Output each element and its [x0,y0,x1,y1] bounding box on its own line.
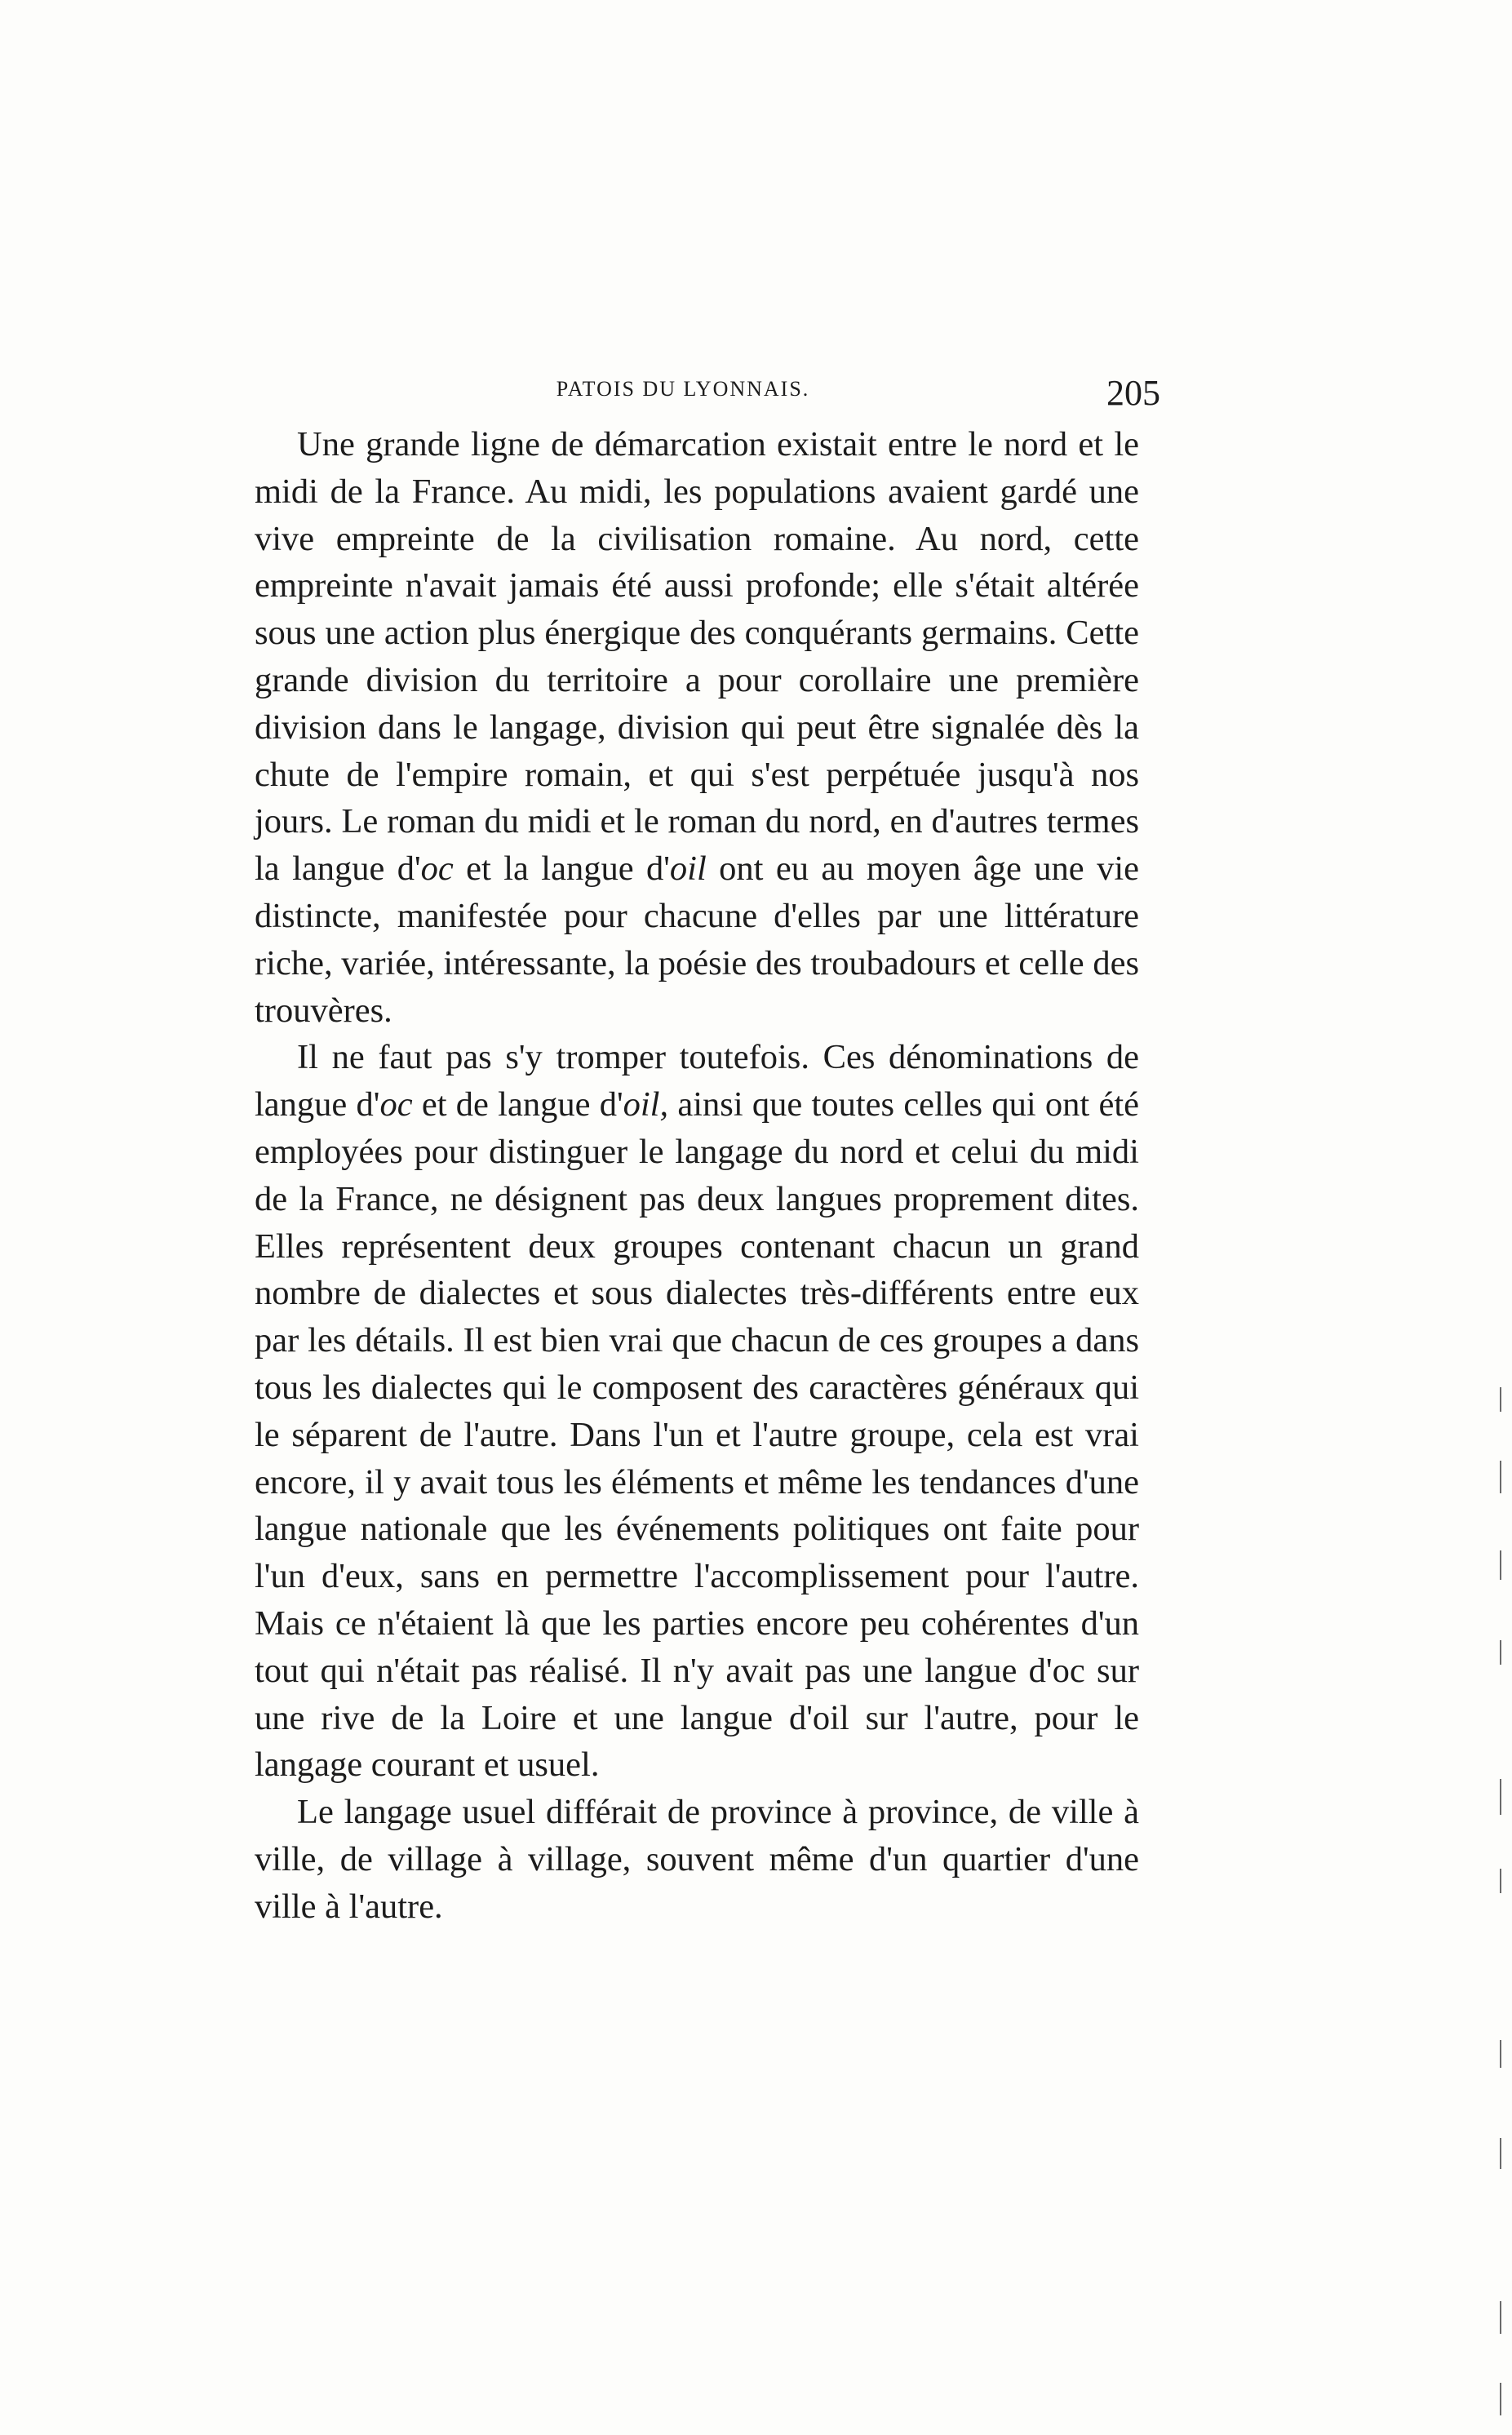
paragraph-2-text: et de langue d' [412,1085,623,1124]
term-oil: oil, [623,1085,669,1124]
body-text [255,421,1139,1931]
paragraph-1-text: et la langue d' [453,849,670,889]
scan-artifact [1500,1550,1501,1580]
scan-artifact [1500,1461,1501,1493]
scan-artifact [1500,1640,1501,1665]
paragraph-2-text: ainsi que toutes celles qui ont été employées pour distinguer le langage du nord et celui du midi de la France, ne désignent pas deux langues proprement dites. Elles représentent deux groupes contenant chacun un grand nombre de dialectes et sous dialectes très-différents entre eux par les détails. Il est bien vrai que chacun de ces groupes a dans tous les dialectes qui le composent des caractères généraux qui le séparent de l'autre. Dans l'un et l'autre groupe, cela est vrai encore, il y avait tous les éléments et même les tendances d'une langue nationale que les événements politiques ont faite pour l'un d'eux, sans en permettre l'accomplissement pour l'autre. Mais ce n'étaient là que les parties encore peu cohérentes d'un tout qui n'était pas réalisé. Il n'y avait pas une langue d'oc sur une rive de la Loire et une langue d'oil sur l'autre, pour le langage courant et usuel. [255,1085,1140,1785]
running-title: PATOIS DU LYONNAIS. [556,377,810,401]
paragraph-1-text: ont eu au moyen âge une vie distincte, manifestée pour chacune d'elles par une littérature riche, variée, intéressante, la poésie des troubadours et celle des trouvères. [255,849,1139,1030]
paragraph-1-text: Une grande ligne de démarcation existait entre le nord et le midi de la France. Au midi, les populations avaient gardé une vive empreinte de la civilisation romaine. Au nord, cette empreinte n'avait jamais été aussi profonde; elle s'était altérée sous une action plus énergique des conquérants germains. Cette grande division du territoire a pour corollaire une première division dans le langage, division qui peut être signalée dès la chute de l'empire romain, et qui s'est perpétuée jusqu'à nos jours. Le roman du midi et le roman du nord, en d'autres termes la langue d' [255,425,1139,889]
running-head [255,372,1160,421]
paragraph-2-text: Il ne faut pas s'y tromper toutefois. Ces dénominations de langue d' [255,1038,1139,1124]
term-oc: oc [379,1085,413,1124]
paragraph-3 [255,1789,1139,1930]
paragraph-1 [255,421,1139,1034]
paragraph-3-text: Le langage usuel différait de province à province, de ville à ville, de village à village, souvent même d'un quartier d'une ville à l'autre. [255,1793,1139,1926]
term-oil: oil [669,849,707,889]
page-number: 205 [1106,373,1160,413]
scan-artifact [1500,1869,1501,1893]
term-oc: oc [420,849,454,889]
scan-artifact [1500,2301,1501,2334]
scan-artifact [1500,1779,1501,1815]
scan-artifact [1500,2040,1501,2068]
scan-artifact [1500,2383,1501,2415]
scan-artifact [1500,1387,1501,1412]
scan-artifact [1500,2138,1501,2169]
paragraph-2 [255,1034,1139,1789]
